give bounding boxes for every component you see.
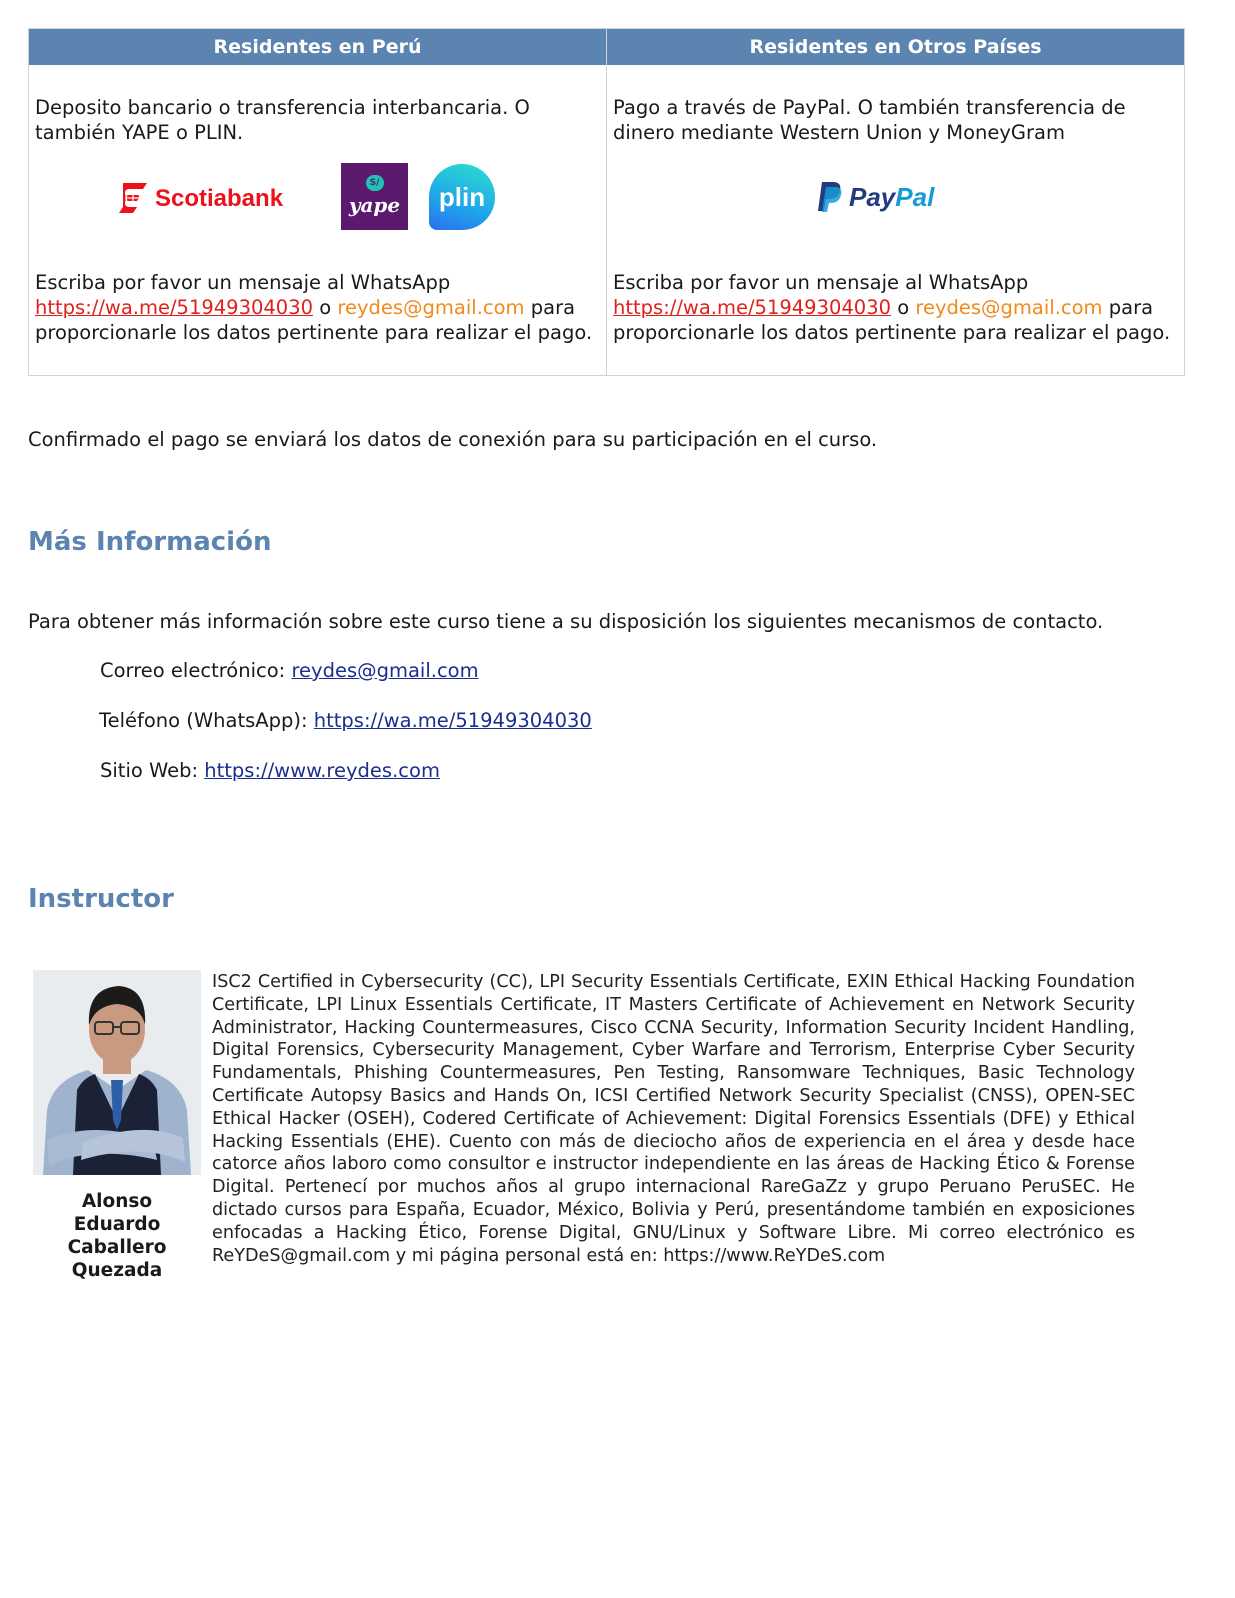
other-msg-suffix: para proporcionarle los datos pertinente para realizar el pago. — [613, 296, 1171, 344]
other-msg-prefix: Escriba por favor un mensaje al WhatsApp — [613, 271, 1029, 294]
contact-phone-label: Teléfono (WhatsApp): — [99, 709, 308, 732]
peru-whatsapp-link[interactable]: https://wa.me/51949304030 — [35, 296, 314, 319]
other-logos — [607, 163, 1184, 233]
header-other-countries: Residentes en Otros Países — [607, 29, 1185, 66]
more-info-intro: Para obtener más información sobre este curso tiene a su disposición los siguientes mecanismos de contacto. — [28, 610, 1104, 633]
peru-message — [35, 270, 602, 345]
instructor-heading: Instructor — [28, 884, 174, 914]
contact-phone-link[interactable]: https://wa.me/51949304030 — [313, 709, 592, 732]
contact-email-label: Correo electrónico: — [100, 659, 286, 682]
contact-email-link[interactable]: reydes@gmail.com — [291, 659, 479, 682]
paypal-icon — [817, 181, 843, 213]
contact-email — [100, 659, 479, 682]
other-intro: Pago a través de PayPal. O también transferencia de dinero mediante Western Union y MoneyGram — [613, 96, 1126, 144]
paypal-pal: Pal — [895, 181, 935, 212]
instructor-name-line: Quezada — [71, 1260, 163, 1281]
peru-connector: o — [319, 296, 332, 319]
instructor-name-line: Alonso — [81, 1191, 153, 1212]
header-peru: Residentes en Perú — [29, 29, 607, 66]
other-email: reydes@gmail.com — [915, 296, 1103, 319]
yape-badge: S/ — [366, 175, 384, 191]
contact-website-link[interactable]: https://www.reydes.com — [204, 759, 440, 782]
other-message — [613, 270, 1180, 345]
confirmation-text: Confirmado el pago se enviará los datos de conexión para su participación en el curso. — [28, 428, 878, 451]
plin-wordmark: plin — [438, 181, 486, 212]
peru-intro: Deposito bancario o transferencia interbancaria. O también YAPE o PLIN. — [35, 96, 530, 144]
instructor-name — [33, 1190, 201, 1282]
instructor-name-line: Eduardo — [73, 1214, 161, 1235]
payment-methods-table — [28, 28, 1185, 376]
cell-peru — [29, 65, 607, 376]
plin-logo — [429, 164, 495, 230]
peru-msg-suffix: para proporcionarle los datos pertinente para realizar el pago. — [35, 296, 593, 344]
scotiabank-wordmark: Scotiabank — [155, 184, 284, 212]
other-whatsapp-link[interactable]: https://wa.me/51949304030 — [613, 296, 892, 319]
instructor-name-line: Caballero — [67, 1237, 167, 1258]
scotiabank-icon — [117, 181, 149, 215]
yape-logo — [341, 163, 408, 230]
other-connector: o — [897, 296, 910, 319]
yape-wordmark: yape — [348, 193, 401, 217]
scotiabank-logo — [117, 181, 283, 215]
instructor-bio: ISC2 Certified in Cybersecurity (CC), LPI Security Essentials Certificate, EXIN Ethical Hacking Foundation Certificate, LPI Linux Essentials Certificate, IT Masters Certificate of Achievement en Network Security Administrator, Hacking Countermeasures, Cisco CCNA Security, Information Security Incident Handling, Digital Forensics, Cybersecurity Management, Cyber Warfare and Terrorism, Enterprise Cyber Security Fundamentals, Phishing Countermeasures, Pen Testing, Ransomware Techniques, Basic Technology Certificate Autopsy Basics and Hands On, ICSI Certified Network Security Specialist (CNSS), OPEN-SEC Ethical Hacker (OSEH), Codered Certificate of Achievement: Digital Forensics Essentials (DFE) y Ethical Hacking Essentials (EHE). Cuento con más de dieciocho años de experiencia en el área y desde hace catorce años laboro como consultor e instructor independiente en las áreas de Hacking Ético & Forense Digital. Pertenecí por muchos años al grupo internacional RareGaZz y grupo Peruano PeruSEC. He dictado cursos para España, Ecuador, México, Bolivia y Perú, presentándome también en exposiciones enfocadas a Hacking Ético, Forense Digital, GNU/Linux y Software Libre. Mi correo electrónico es ReYDeS@gmail.com y mi página personal está en: https://www.ReYDeS.com — [212, 972, 1135, 1266]
instructor-photo — [33, 970, 201, 1175]
contact-website-label: Sitio Web: — [100, 759, 199, 782]
instructor-portrait-icon — [33, 970, 201, 1175]
paypal-logo — [817, 181, 934, 213]
contact-phone — [99, 709, 592, 732]
peru-email: reydes@gmail.com — [337, 296, 525, 319]
peru-msg-prefix: Escriba por favor un mensaje al WhatsApp — [35, 271, 451, 294]
more-info-heading: Más Información — [28, 527, 272, 557]
cell-other-countries — [607, 65, 1185, 376]
peru-logos — [29, 163, 606, 233]
paypal-wordmark — [849, 181, 935, 212]
paypal-pay: Pay — [849, 181, 896, 212]
contact-website — [100, 759, 440, 782]
